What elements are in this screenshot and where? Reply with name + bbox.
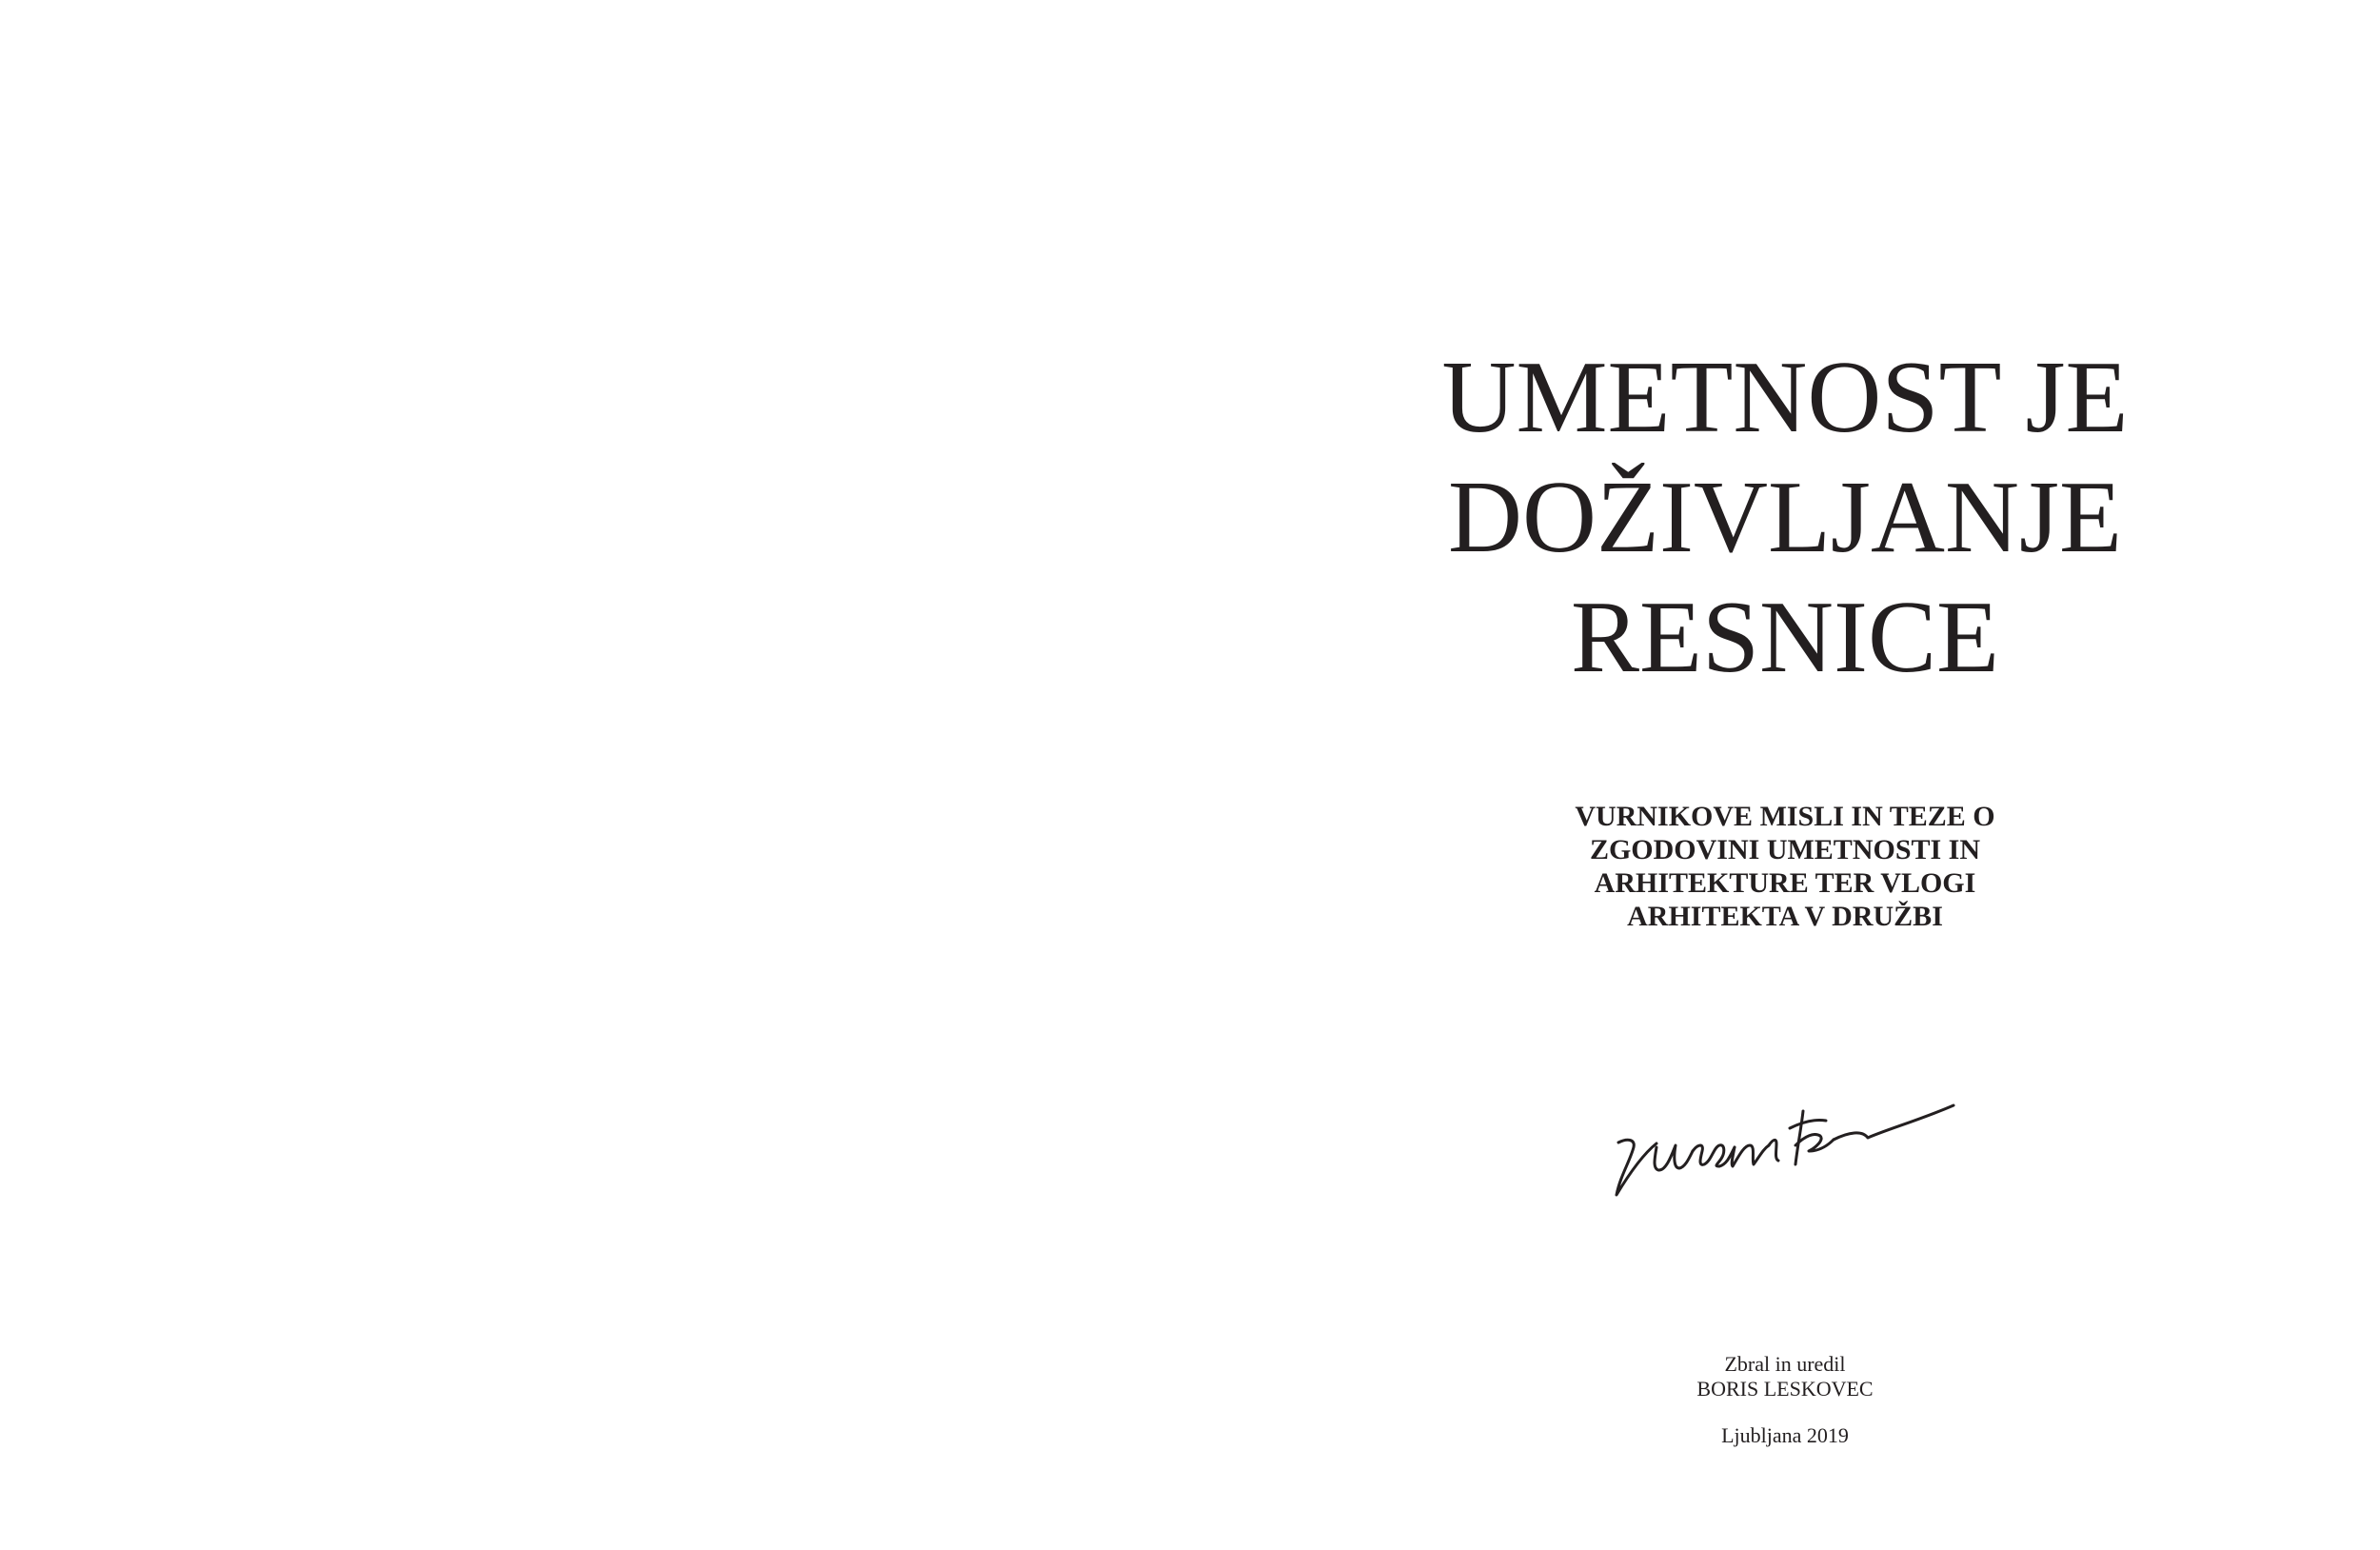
title-page — [1190, 0, 2380, 1550]
subtitle-line-2: ZGODOVINI UMETNOSTI IN — [1589, 834, 1981, 865]
subtitle-line-4: ARHITEKTA V DRUŽBI — [1627, 901, 1943, 932]
title-line-1: UMETNOST JE — [1441, 341, 2129, 454]
signature-icon — [1599, 1052, 1980, 1204]
imprint: Ljubljana 2019 — [1721, 1423, 1849, 1447]
credits — [1190, 1352, 2380, 1401]
editor-role: Zbral in uredil — [1724, 1352, 1846, 1376]
book-title — [1190, 338, 2380, 698]
title-line-2: DOŽIVLJANJE — [1448, 461, 2122, 574]
book-subtitle — [1190, 800, 2380, 933]
editor-name: BORIS LESKOVEC — [1696, 1377, 1874, 1401]
subtitle-line-1: VURNIKOVE MISLI IN TEZE O — [1575, 801, 1995, 832]
subtitle-line-3: ARHITEKTURE TER VLOGI — [1594, 867, 1976, 899]
title-line-3: RESNICE — [1570, 581, 2000, 694]
